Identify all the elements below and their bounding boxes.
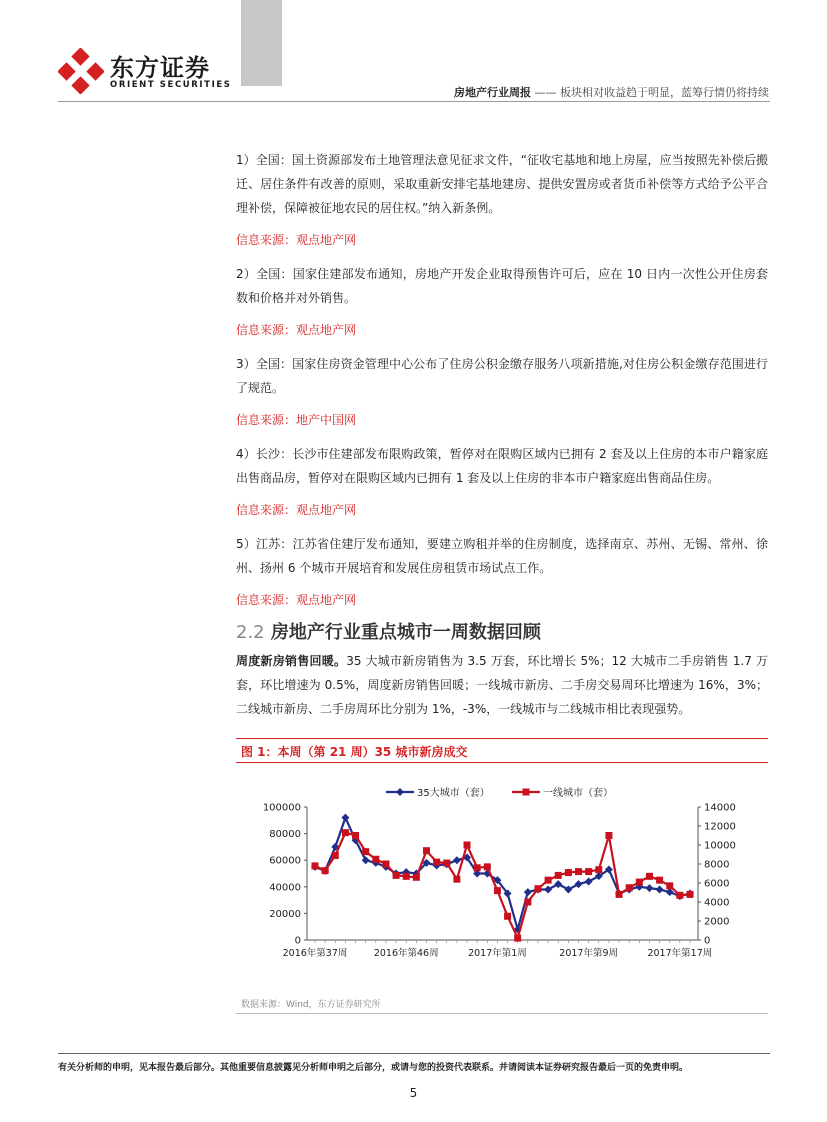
data-point-square <box>332 852 339 859</box>
data-point-square <box>484 863 491 870</box>
data-point-square <box>595 866 602 873</box>
data-point-square <box>514 935 521 942</box>
data-point-diamond <box>554 880 562 888</box>
data-point-square <box>565 869 572 876</box>
data-point-square <box>322 867 329 874</box>
footer-divider <box>58 1053 770 1054</box>
data-point-square <box>555 872 562 879</box>
left-y-tick-label: 20000 <box>269 908 301 920</box>
logo-english-name: ORIENT SECURITIES <box>110 80 232 90</box>
figure-bottom-rule <box>236 1013 768 1014</box>
left-y-tick-label: 0 <box>294 935 301 947</box>
news-source: 信息来源：地产中国网 <box>236 413 357 427</box>
data-point-square <box>687 891 694 898</box>
legend-label-1: 35大城市（套） <box>417 788 490 799</box>
summary-lead: 周度新房销售回暖。 <box>236 654 347 668</box>
data-point-square <box>646 873 653 880</box>
data-point-diamond <box>656 885 664 893</box>
data-point-square <box>656 877 663 884</box>
legend-marker-diamond <box>396 788 404 796</box>
new-home-sales-chart <box>236 778 768 968</box>
news-text: 2）全国：国家住建部发布通知，房地产开发企业取得预售许可后，应在 10 日内一次性公开住房套数和价格并对外销售。 <box>236 267 768 305</box>
report-subtitle: 板块相对收益趋于明显，蓝筹行情仍将持续 <box>560 86 769 99</box>
report-name: 房地产行业周报 <box>454 86 531 99</box>
data-point-diamond <box>645 884 653 892</box>
data-point-square <box>585 868 592 875</box>
section-title-text: 房地产行业重点城市一周数据回顾 <box>270 622 541 643</box>
news-source: 信息来源：观点地产网 <box>236 233 357 247</box>
data-point-square <box>605 832 612 839</box>
data-point-square <box>616 891 623 898</box>
right-y-tick-label: 4000 <box>704 897 730 909</box>
news-text: 3）全国：国家住房资金管理中心公布了住房公积金缴存服务八项新措施,对住房公积金缴存范围进行了规范。 <box>236 357 768 395</box>
x-tick-label: 2016年第46周 <box>373 948 439 959</box>
x-tick-label: 2017年第9周 <box>559 948 619 959</box>
data-point-square <box>453 876 460 883</box>
data-point-square <box>545 877 552 884</box>
news-list <box>236 148 768 622</box>
data-point-square <box>636 879 643 886</box>
data-point-square <box>423 847 430 854</box>
left-y-tick-label: 40000 <box>269 882 301 894</box>
news-text: 5）江苏：江苏省住建厅发布通知，要建立购租并举的住房制度，选择南京、苏州、无锡、常州、徐州、扬州 6 个城市开展培育和发展住房租赁市场试点工作。 <box>236 537 768 575</box>
left-y-tick-label: 60000 <box>269 855 301 867</box>
data-point-square <box>626 884 633 891</box>
footer-disclaimer: 有关分析师的申明，见本报告最后部分。其他重要信息披露见分析师申明之后部分，或请与您的投资代表联系。并请阅读本证券研究报告最后一页的免责申明。 <box>58 1063 689 1073</box>
data-point-square <box>464 842 471 849</box>
summary-body: 35 大城市新房销售为 3.5 万套，环比增长 5%；12 大城市二手房销售 1.7 万套，环比增速为 0.5%，周度新房销售回暖；一线城市新房、二手房交易周环比增速为 16%，3%；二线城市新房、二手房周环比分别为 1%，-3%，一线城市与二线城市相比表现强势。 <box>236 654 768 716</box>
news-item <box>236 148 768 252</box>
data-point-square <box>433 859 440 866</box>
section-summary <box>236 649 768 721</box>
figure-title-rule <box>236 762 768 763</box>
legend-marker-square <box>523 789 530 796</box>
data-point-diamond <box>585 877 593 885</box>
data-point-diamond <box>544 885 552 893</box>
report-dash: —— <box>531 86 560 99</box>
figure-source: 数据来源：Wind，东方证券研究所 <box>241 1000 381 1010</box>
news-source: 信息来源：观点地产网 <box>236 593 357 607</box>
data-point-square <box>382 861 389 868</box>
data-point-square <box>575 868 582 875</box>
news-item <box>236 532 768 612</box>
data-point-diamond <box>362 856 370 864</box>
page-number: 5 <box>409 1086 418 1100</box>
logo-chinese-name: 东方证券 <box>110 54 210 82</box>
series-line-1 <box>315 818 690 930</box>
data-point-diamond <box>524 888 532 896</box>
data-point-square <box>312 862 319 869</box>
data-point-square <box>413 874 420 881</box>
data-point-square <box>494 887 501 894</box>
data-point-square <box>666 882 673 889</box>
left-y-tick-label: 100000 <box>262 802 301 814</box>
right-y-tick-label: 2000 <box>704 916 730 928</box>
data-point-square <box>362 848 369 855</box>
right-y-tick-label: 8000 <box>704 859 730 871</box>
right-y-tick-label: 14000 <box>704 802 736 814</box>
header-divider <box>58 101 770 102</box>
figure-top-rule <box>236 738 768 739</box>
x-tick-label: 2017年第17周 <box>647 948 713 959</box>
orient-logo-icon <box>58 48 104 94</box>
x-tick-label: 2016年第37周 <box>282 948 348 959</box>
section-number: 2.2 <box>236 622 265 643</box>
data-point-diamond <box>564 885 572 893</box>
data-point-square <box>524 899 531 906</box>
data-point-square <box>474 864 481 871</box>
data-point-square <box>443 860 450 867</box>
data-point-square <box>393 872 400 879</box>
legend-label-2: 一线城市（套） <box>543 788 613 799</box>
news-text: 4）长沙：长沙市住建部发布限购政策，暂停对在限购区域内已拥有 2 套及以上住房的本市户籍家庭出售商品房，暂停对在限购区域内已拥有 1 套及以上住房的非本市户籍家庭出售商品住房。 <box>236 447 768 485</box>
right-y-tick-label: 12000 <box>704 821 736 833</box>
data-point-diamond <box>575 880 583 888</box>
news-item <box>236 262 768 342</box>
data-point-square <box>676 892 683 899</box>
data-point-square <box>372 856 379 863</box>
figure-title: 图 1：本周（第 21 周）35 城市新房成交 <box>241 745 468 759</box>
data-point-diamond <box>341 814 349 822</box>
section-heading <box>236 618 541 644</box>
data-point-square <box>504 913 511 920</box>
x-tick-label: 2017年第1周 <box>468 948 527 959</box>
data-point-square <box>403 873 410 880</box>
company-logo <box>58 48 232 96</box>
data-point-square <box>342 829 349 836</box>
header-decor-bar <box>241 0 282 86</box>
news-text: 1）全国：国土资源部发布土地管理法意见征求文件，“征收宅基地和地上房屋，应当按照先补偿后搬迁、居住条件有改善的原则，采取重新安排宅基地建房、提供安置房或者货币补偿等方式给予公平合理补偿，保障被征地农民的居住权。”纳入新条例。 <box>236 153 768 215</box>
news-source: 信息来源：观点地产网 <box>236 503 357 517</box>
data-point-square <box>352 832 359 839</box>
news-source: 信息来源：观点地产网 <box>236 323 357 337</box>
left-y-tick-label: 80000 <box>269 829 301 841</box>
right-y-tick-label: 0 <box>704 935 711 947</box>
data-point-square <box>534 885 541 892</box>
data-point-diamond <box>453 856 461 864</box>
news-item <box>236 442 768 522</box>
news-item <box>236 352 768 432</box>
right-y-tick-label: 10000 <box>704 840 736 852</box>
report-header-title <box>454 84 769 100</box>
right-y-tick-label: 6000 <box>704 878 730 890</box>
